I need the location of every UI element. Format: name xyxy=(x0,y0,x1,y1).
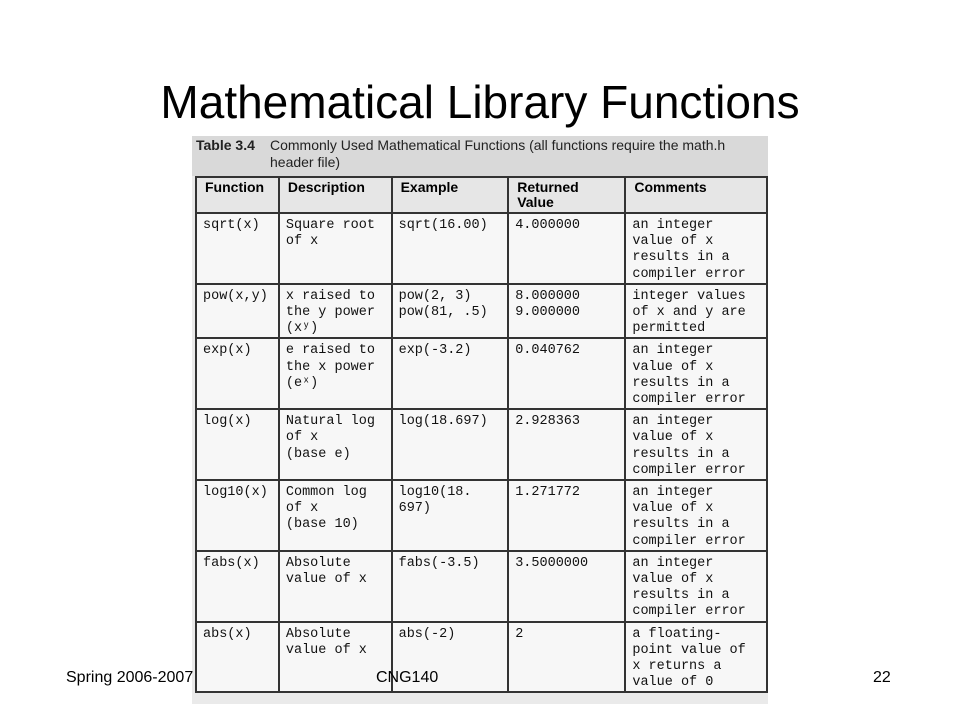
cell-line: of x and y are xyxy=(632,305,746,321)
cell-line: permitted xyxy=(632,321,706,337)
cell-line: value of x xyxy=(632,234,714,250)
cell-line: results in a xyxy=(632,588,730,604)
table-cell-comments xyxy=(625,480,767,551)
table-cell-returned xyxy=(508,409,625,480)
cell-line: Square root xyxy=(285,218,375,233)
cell-line: results in a xyxy=(632,250,730,266)
cell-line: an integer xyxy=(632,343,714,359)
cell-line: 3.5000000 xyxy=(515,555,589,571)
table-cell-function xyxy=(196,480,279,551)
cell-line: sqrt(x) xyxy=(203,218,260,233)
cell-line: exp(-3.2) xyxy=(398,343,472,359)
table-row xyxy=(196,551,767,622)
table-cell-function xyxy=(196,284,279,339)
cell-line: pow(81, .5) xyxy=(398,305,488,321)
table-row xyxy=(196,480,767,551)
cell-line: compiler error xyxy=(632,392,746,408)
cell-line: integer values xyxy=(632,288,746,304)
cell-line: an integer xyxy=(632,485,714,501)
header-comments: Comments xyxy=(625,177,767,213)
cell-line: of x xyxy=(285,501,319,517)
cell-line: Common log xyxy=(285,485,367,501)
cell-line: results in a xyxy=(632,517,730,533)
cell-line: 697) xyxy=(398,501,431,517)
table-cell-returned xyxy=(508,480,625,551)
cell-line: value of x xyxy=(285,572,367,588)
cell-line: an integer xyxy=(632,218,714,233)
cell-line: of x xyxy=(285,430,319,446)
cell-line: pow(x,y) xyxy=(203,288,268,304)
table-caption-number: Table 3.4 xyxy=(196,137,255,153)
cell-line: x raised to xyxy=(285,288,375,304)
cell-line: log(18.697) xyxy=(398,414,488,430)
cell-line: (xʸ) xyxy=(285,321,319,337)
cell-line: compiler error xyxy=(632,462,746,478)
cell-line: exp(x) xyxy=(203,343,252,359)
cell-line: log(x) xyxy=(203,414,252,430)
table-cell-comments xyxy=(625,409,767,480)
cell-line: (base e) xyxy=(285,446,351,462)
table-cell-function xyxy=(196,622,279,693)
table-cell-returned xyxy=(508,338,625,409)
table-cell-description xyxy=(279,338,392,409)
cell-line: value of 0 xyxy=(632,675,714,691)
cell-line: x returns a xyxy=(632,659,722,675)
table-cell-comments xyxy=(625,213,767,284)
cell-line: log10(18. xyxy=(398,485,472,501)
cell-line: 4.000000 xyxy=(515,218,581,233)
cell-line: e raised to xyxy=(285,343,375,359)
footer-term: Spring 2006-2007 xyxy=(66,669,194,686)
table-cell-description xyxy=(279,480,392,551)
table-row xyxy=(196,213,767,284)
table-cell-description xyxy=(279,284,392,339)
table-cell-example xyxy=(392,551,509,622)
cell-line: Absolute xyxy=(285,555,351,571)
header-returned-value: Returned Value xyxy=(508,177,625,213)
cell-line: the y power xyxy=(285,305,375,321)
cell-line: an integer xyxy=(632,555,714,571)
cell-line: (eˣ) xyxy=(285,375,319,391)
table-row xyxy=(196,622,767,693)
cell-line: 2.928363 xyxy=(515,414,581,430)
table-cell-function xyxy=(196,338,279,409)
header-function: Function xyxy=(196,177,279,213)
table-cell-comments xyxy=(625,284,767,339)
cell-line: 0.040762 xyxy=(515,343,581,359)
cell-line: value of x xyxy=(632,501,714,517)
cell-line: (base 10) xyxy=(285,517,359,533)
table-header-row xyxy=(196,177,767,213)
table-cell-comments xyxy=(625,338,767,409)
table-cell-example xyxy=(392,480,509,551)
table-caption-text: Commonly Used Mathematical Functions (all functions require the math.h header file) xyxy=(270,137,726,170)
table-cell-returned xyxy=(508,551,625,622)
cell-line: value of x xyxy=(285,642,367,658)
table-caption xyxy=(192,136,768,176)
cell-line: 2 xyxy=(515,626,524,642)
cell-line: abs(x) xyxy=(203,626,252,642)
table-cell-function xyxy=(196,409,279,480)
cell-line: fabs(x) xyxy=(203,555,260,571)
cell-line: 9.000000 xyxy=(515,305,581,321)
table-wrapper xyxy=(192,176,768,704)
cell-line: value of x xyxy=(632,430,714,446)
table-row xyxy=(196,284,767,339)
cell-line: point value of xyxy=(632,642,746,658)
cell-line: log10(x) xyxy=(203,485,268,501)
table-cell-returned xyxy=(508,213,625,284)
table-cell-function xyxy=(196,551,279,622)
cell-line: compiler error xyxy=(632,533,746,549)
cell-line: results in a xyxy=(632,446,730,462)
cell-line: value of x xyxy=(632,359,714,375)
cell-line: Absolute xyxy=(285,626,351,642)
slide-title: Mathematical Library Functions xyxy=(160,76,800,128)
table-cell-description xyxy=(279,551,392,622)
table-cell-description xyxy=(279,213,392,284)
table-cell-example xyxy=(392,409,509,480)
table-cell-description xyxy=(279,409,392,480)
cell-line: compiler error xyxy=(632,266,746,282)
header-description: Description xyxy=(279,177,392,213)
math-functions-table xyxy=(195,176,768,693)
table-cell-comments xyxy=(625,551,767,622)
table-row xyxy=(196,338,767,409)
table-cell-example xyxy=(392,284,509,339)
cell-line: of x xyxy=(285,234,319,250)
cell-line: a floating- xyxy=(632,626,722,642)
table-cell-returned xyxy=(508,284,625,339)
table-cell-returned xyxy=(508,622,625,693)
cell-line: pow(2, 3) xyxy=(398,288,472,304)
footer-course: CNG140 xyxy=(376,669,439,686)
cell-line: value of x xyxy=(632,572,714,588)
cell-line: the x power xyxy=(285,359,375,375)
footer-page-number: 22 xyxy=(873,669,891,686)
cell-line: sqrt(16.00) xyxy=(398,218,488,233)
table-cell-comments xyxy=(625,622,767,693)
cell-line: results in a xyxy=(632,375,730,391)
header-example: Example xyxy=(392,177,509,213)
table-cell-description xyxy=(279,622,392,693)
cell-line: 1.271772 xyxy=(515,485,581,501)
cell-line: fabs(-3.5) xyxy=(398,555,480,571)
cell-line: Natural log xyxy=(285,414,375,430)
table-cell-example xyxy=(392,338,509,409)
cell-line: an integer xyxy=(632,414,714,430)
table-cell-function xyxy=(196,213,279,284)
cell-line: compiler error xyxy=(632,604,746,620)
table-cell-example xyxy=(392,213,509,284)
table-figure xyxy=(192,136,768,704)
table-body xyxy=(196,213,767,692)
cell-line: 8.000000 xyxy=(515,288,581,304)
cell-line: abs(-2) xyxy=(398,626,456,642)
table-row xyxy=(196,409,767,480)
